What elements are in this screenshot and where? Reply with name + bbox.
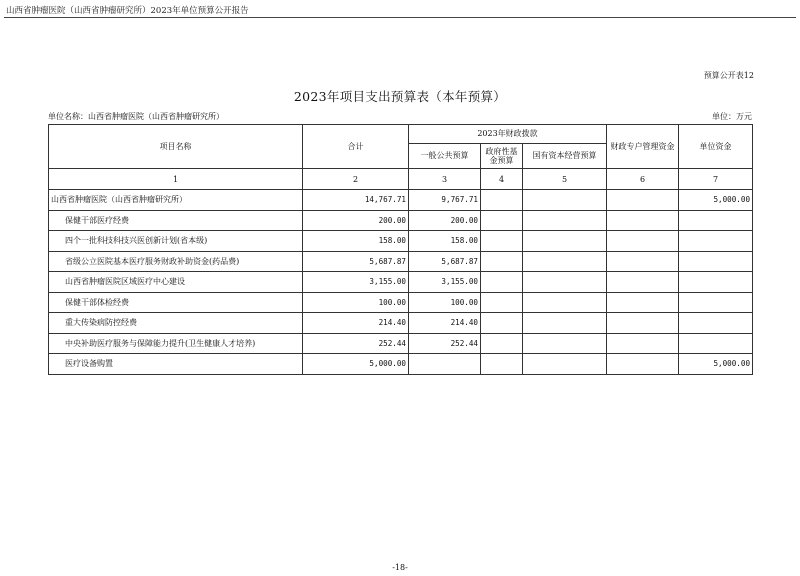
row-unit-funds — [679, 333, 753, 354]
row-state-capital — [523, 292, 607, 313]
table-row — [49, 272, 753, 293]
row-gov-fund — [481, 354, 523, 375]
row-special — [607, 190, 679, 211]
row-project-name: 医疗设备购置 — [49, 354, 303, 375]
row-general: 3,155.00 — [409, 272, 481, 293]
running-header: 山西省肿瘤医院（山西省肿瘤研究所）2023年单位预算公开报告 — [6, 6, 249, 16]
row-unit-funds — [679, 251, 753, 272]
row-general: 214.40 — [409, 313, 481, 334]
row-total: 5,000.00 — [303, 354, 409, 375]
row-project-name: 中央补助医疗服务与保障能力提升(卫生健康人才培养) — [49, 333, 303, 354]
row-unit-funds — [679, 313, 753, 334]
row-total: 214.40 — [303, 313, 409, 334]
table-row — [49, 190, 753, 211]
table-row — [49, 210, 753, 231]
row-gov-fund — [481, 251, 523, 272]
row-gov-fund — [481, 190, 523, 211]
table-row — [49, 292, 753, 313]
row-unit-funds — [679, 292, 753, 313]
row-special — [607, 272, 679, 293]
table-row — [49, 251, 753, 272]
index-cell: 7 — [679, 169, 753, 190]
header-fiscal-group: 2023年财政拨款 — [409, 125, 607, 144]
page-number: -18- — [392, 563, 408, 572]
row-state-capital — [523, 210, 607, 231]
row-state-capital — [523, 333, 607, 354]
row-general: 252.44 — [409, 333, 481, 354]
row-total: 14,767.71 — [303, 190, 409, 211]
row-special — [607, 251, 679, 272]
header-gov-fund: 政府性基金预算 — [481, 144, 523, 169]
header-total: 合计 — [303, 125, 409, 169]
header-project-name: 项目名称 — [49, 125, 303, 169]
row-gov-fund — [481, 210, 523, 231]
row-gov-fund — [481, 313, 523, 334]
index-cell: 4 — [481, 169, 523, 190]
index-cell: 1 — [49, 169, 303, 190]
header-unit-funds: 单位资金 — [679, 125, 753, 169]
row-project-name: 重大传染病防控经费 — [49, 313, 303, 334]
row-special — [607, 354, 679, 375]
row-unit-funds — [679, 272, 753, 293]
header-special-account: 财政专户管理资金 — [607, 125, 679, 169]
row-gov-fund — [481, 292, 523, 313]
row-unit-funds: 5,000.00 — [679, 354, 753, 375]
row-unit-funds — [679, 210, 753, 231]
index-cell: 5 — [523, 169, 607, 190]
row-state-capital — [523, 354, 607, 375]
row-total: 3,155.00 — [303, 272, 409, 293]
table-row — [49, 354, 753, 375]
row-general: 158.00 — [409, 231, 481, 252]
row-general: 200.00 — [409, 210, 481, 231]
row-state-capital — [523, 251, 607, 272]
unit-name: 单位名称：山西省肿瘤医院（山西省肿瘤研究所） — [48, 112, 224, 121]
index-cell: 2 — [303, 169, 409, 190]
row-state-capital — [523, 272, 607, 293]
row-special — [607, 313, 679, 334]
table-row — [49, 313, 753, 334]
row-total: 158.00 — [303, 231, 409, 252]
column-index-row — [49, 169, 753, 190]
row-project-name: 山西省肿瘤医院区域医疗中心建设 — [49, 272, 303, 293]
header-rule — [4, 17, 796, 18]
row-general — [409, 354, 481, 375]
row-general: 9,767.71 — [409, 190, 481, 211]
row-state-capital — [523, 313, 607, 334]
row-special — [607, 210, 679, 231]
row-project-name: 山西省肿瘤医院（山西省肿瘤研究所） — [49, 190, 303, 211]
row-general: 5,687.87 — [409, 251, 481, 272]
header-general-budget: 一般公共预算 — [409, 144, 481, 169]
row-total: 100.00 — [303, 292, 409, 313]
row-gov-fund — [481, 333, 523, 354]
row-project-name: 保健干部体检经费 — [49, 292, 303, 313]
currency-unit: 单位：万元 — [712, 112, 752, 121]
row-special — [607, 333, 679, 354]
row-total: 252.44 — [303, 333, 409, 354]
row-total: 5,687.87 — [303, 251, 409, 272]
table-row — [49, 231, 753, 252]
table-number: 预算公开表12 — [703, 71, 754, 80]
budget-table — [48, 124, 753, 375]
page-title: 2023年项目支出预算表（本年预算） — [293, 89, 507, 104]
header-state-capital: 国有资本经营预算 — [523, 144, 607, 169]
row-state-capital — [523, 190, 607, 211]
table-row — [49, 333, 753, 354]
row-special — [607, 292, 679, 313]
index-cell: 3 — [409, 169, 481, 190]
row-project-name: 省级公立医院基本医疗服务财政补助资金(药品费) — [49, 251, 303, 272]
row-state-capital — [523, 231, 607, 252]
row-unit-funds — [679, 231, 753, 252]
row-project-name: 保健干部医疗经费 — [49, 210, 303, 231]
row-total: 200.00 — [303, 210, 409, 231]
row-gov-fund — [481, 231, 523, 252]
index-cell: 6 — [607, 169, 679, 190]
row-gov-fund — [481, 272, 523, 293]
row-general: 100.00 — [409, 292, 481, 313]
row-special — [607, 231, 679, 252]
row-unit-funds: 5,000.00 — [679, 190, 753, 211]
row-project-name: 四个一批科技科技兴医创新计划(省本级) — [49, 231, 303, 252]
